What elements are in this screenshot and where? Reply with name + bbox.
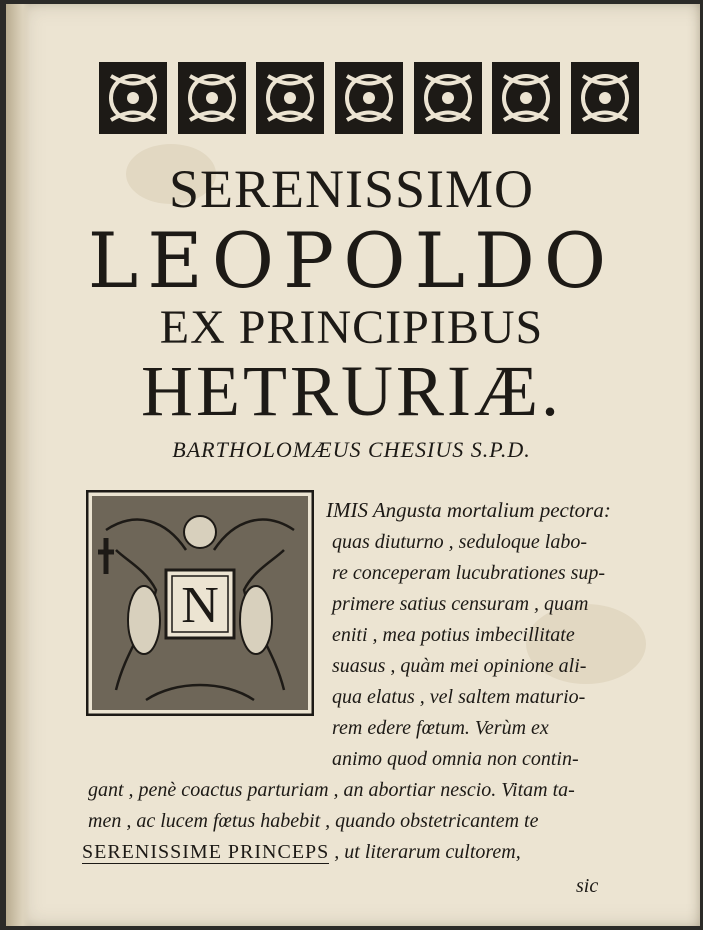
ornament-tile-icon (98, 61, 168, 135)
ornamental-headpiece (98, 60, 640, 136)
body-text-line: eniti , mea potius imbecillitate (332, 624, 575, 646)
dedication-title-line-4: HETRURIÆ. (141, 351, 562, 431)
decorated-initial-woodcut (86, 490, 314, 716)
initial-letter: N (181, 577, 219, 634)
ornament-tile-icon (570, 61, 640, 135)
dedication-title-line-2: LEOPOLDO (87, 216, 616, 305)
body-text-line: qua elatus , vel saltem maturio- (332, 686, 586, 708)
page-gutter (6, 4, 30, 926)
addressee-underlined: SERENISSIME PRINCEPS (82, 841, 330, 863)
body-text-line-address (82, 842, 521, 862)
body-text-line: men , ac lucem fœtus habebit , quando obstetricantem te (88, 810, 539, 832)
dedication-title-line-1: SERENISSIMO (168, 159, 535, 219)
catchword: sic (576, 875, 599, 897)
ornament-tile-icon (334, 61, 404, 135)
ornament-tile-icon (491, 61, 561, 135)
body-text-line: quas diuturno , seduloque labo- (332, 531, 587, 553)
body-text-line: primere satius censuram , quam (332, 593, 589, 615)
body-text-line: gant , penè coactus parturiam , an abortiar nescio. Vitam ta- (88, 779, 575, 801)
body-text-line: suasus , quàm mei opinione ali- (332, 655, 587, 677)
dedication-title-line-3: EX PRINCIPIBUS (159, 301, 544, 354)
body-text-line: rem edere fœtum. Verùm ex (332, 717, 549, 739)
body-text-line-rest: , ut literarum cultorem, (334, 841, 521, 863)
ornament-tile-icon (413, 61, 483, 135)
body-text-line: IMIS Angusta mortalium pectora: (326, 498, 611, 522)
ornament-tile-icon (255, 61, 325, 135)
ornament-tile-icon (177, 61, 247, 135)
sender-line: BARTHOLOMÆUS CHESIUS S.P.D. (172, 437, 531, 462)
body-text-line: re conceperam lucubrationes sup- (332, 562, 606, 584)
body-text-line: animo quod omnia non contin- (332, 748, 579, 770)
